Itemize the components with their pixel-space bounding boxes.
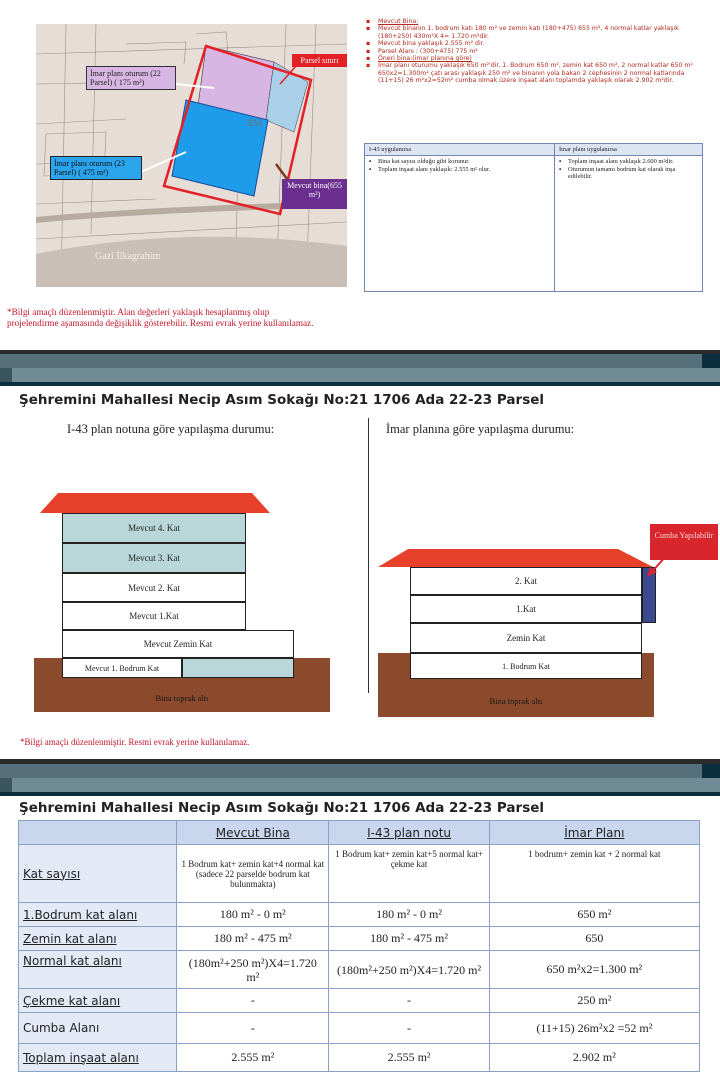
floor-imar-zemin: Zemin Kat [410,623,642,653]
bullet-parsel-alani: ▪ Parsel Alanı : (300+475) 775 m² [364,48,702,55]
cell-imar [555,156,703,292]
banner-band [0,354,720,368]
table-cell: 1 bodrum+ zemin kat + 2 normal kat [489,845,699,903]
imar-item: ▪ Oturumun tamamı bodrum kat olarak inşa edilebilir. [559,166,698,181]
table-cell: 180 m² - 0 m² [177,903,329,927]
slide-1 [0,0,720,350]
table-cell: 250 m² [489,989,699,1013]
row-label-cumba: Cumba Alanı [19,1013,177,1044]
banner-band [0,792,720,796]
table-cell: 2.555 m² [177,1044,329,1072]
roof-right [378,547,653,569]
floor-mevcut-bodrum: Mevcut 1. Bodrum Kat [62,658,182,678]
row-label-zemin: Zemin kat alanı [19,927,177,951]
ground-left-label: Bina toprak altı [155,693,209,703]
row-label-cekme: Çekme kat alanı [19,989,177,1013]
row-label-toplam: Toplam inşaat alanı [19,1044,177,1072]
bullet-mevcut-bina-detail: ▪ Mevcut binanın 1. bodrum katı 180 m² ve zemin katı (180+475) 655 m², 4 normal katlar yaklaşık (180+250) 430m²X 4= 1.720 m²dir. [364,25,702,40]
col-header-i43: I-43 uygulanırsa [365,144,555,156]
banner-band [0,382,720,386]
column-divider [368,418,369,693]
bullet-mevcut-bina-heading: ▪ Mevcut Bina: [364,18,702,25]
i43-item: ▪ Toplam inşaat alanı yaklaşık: 2.555 m² olur. [369,166,550,174]
floor-mevcut-2: Mevcut 2. Kat [62,573,246,602]
row-label-normal: Normal kat alanı [19,951,177,989]
table-cell: (180m²+250 m²)X4=1.720 m² [177,951,329,989]
bullet-oneri-bina-detail: ▪ İmar planı oturumu yaklaşık 650 m²'dir. 1. Bodrum 650 m², zemin kat 650 m², 2 normal katlar 650 m² 650x2=1.300m² çatı arası yaklaşık 250 m² ve binanın yola bakan 2 cephesinin 2 normal katlarında (11+15) 26 m²x2=52m² cumba olmak üzere inşaat alanı toplamda yaklaşık olarak 2.902 m²dir. [364,62,702,84]
i43-item: ▪ Bina kat sayısı olduğu gibi korunur. [369,158,550,166]
table-cell: 2.555 m² [329,1044,489,1072]
slide-title: Şehremini Mahallesi Necip Asım Sokağı No:21 1706 Ada 22-23 Parsel [19,392,545,408]
table-cell: 1 Bodrum kat+ zemin kat+5 normal kat+ çekme kat [329,845,489,903]
table-cell: 650 m²x2=1.300 m² [489,951,699,989]
banner-band [0,778,720,792]
table-cell: 650 m² [489,903,699,927]
col-header-i43: I-43 plan notu [329,821,489,845]
table-cell: - [329,989,489,1013]
floor-mevcut-zemin: Mevcut Zemin Kat [62,630,294,658]
row-label-kat-sayisi: Kat sayısı [19,845,177,903]
comparison-table-small [364,143,703,292]
ground-right-label: Bina toprak altı [489,696,543,706]
disclaimer-note: *Bilgi amaçlı düzenlenmiştir. Alan değerleri yaklaşık hesaplanmış olup projelendirme aşamasında değişiklik gösterebilir. Resmi evrak yerine kullanılamaz. [7,307,314,328]
floor-mevcut-4: Mevcut 4. Kat [62,513,246,543]
description-bullets [364,18,702,85]
slide-3 [0,764,720,1088]
row-label-bodrum: 1.Bodrum kat alanı [19,903,177,927]
col-header-mevcut: Mevcut Bina [177,821,329,845]
slide-title: Şehremini Mahallesi Necip Asım Sokağı No:21 1706 Ada 22-23 Parsel [19,800,545,816]
cumba-label: Cumba Yapılabilir [650,524,718,560]
disclaimer-note-2: *Bilgi amaçlı düzenlenmiştir. Resmi evrak yerine kullanılamaz. [20,737,250,747]
floor-imar-bodrum: 1. Bodrum Kat [410,653,642,679]
svg-text:ESI: ESI [248,119,263,129]
table-cell: - [177,989,329,1013]
col-header-imar: İmar planı uygulanırsa [555,144,703,156]
table-cell: - [329,1013,489,1044]
table-cell: 180 m² - 0 m² [329,903,489,927]
slide-2 [0,354,720,759]
map-label-parcel23: İmar planı oturum (23 Parsel) ( 475 m²) [50,156,142,180]
imar-item: ▪ Toplam inşaat alanı yaklaşık 2.600 m²dir. [559,158,698,166]
floor-imar-2: 2. Kat [410,567,642,595]
floor-mevcut-1: Mevcut 1.Kat [62,602,246,630]
floor-mevcut-3: Mevcut 3. Kat [62,543,246,573]
cadastral-map [36,24,347,287]
map-label-street: Gazi İlkagrahim [95,251,161,262]
table-cell: 650 [489,927,699,951]
table-cell: 180 m² - 475 m² [177,927,329,951]
col-header-imar: İmar Planı [489,821,699,845]
roof-left [40,491,270,515]
map-label-parsel-siniri: Parsel sınırı [292,54,347,67]
cumba-arrow-icon [646,554,670,578]
table-cell: 2.902 m² [489,1044,699,1072]
floor-mevcut-bodrum-ext [182,658,294,678]
comparison-table [18,820,700,1072]
cell-i43 [365,156,555,292]
left-heading: I-43 plan notuna göre yapılaşma durumu: [67,422,275,436]
table-cell: 1 Bodrum kat+ zemin kat+4 normal kat (sadece 22 parselde bodrum kat bulunmakta) [177,845,329,903]
banner-band [0,368,720,382]
table-cell: - [177,1013,329,1044]
bullet-mevcut-bina-total: ▪ Mevcut bina yaklaşık 2.555 m² dir. [364,40,702,47]
map-label-parcel22: İmar planı oturum (22 Parsel) ( 175 m²) [86,66,176,90]
floor-imar-1: 1.Kat [410,595,642,623]
bullet-oneri-bina-heading: ▪ Öneri bina:(imar planına göre) [364,55,702,62]
table-cell: (180m²+250 m²)X4=1.720 m² [329,951,489,989]
col-header-empty [19,821,177,845]
map-label-mevcut-bina: Mevcut bina(655 m²) [282,179,347,209]
table-cell: (11+15) 26m²x2 =52 m² [489,1013,699,1044]
right-heading: İmar planına göre yapılaşma durumu: [386,422,575,436]
table-cell: 180 m² - 475 m² [329,927,489,951]
banner-band [0,764,720,778]
